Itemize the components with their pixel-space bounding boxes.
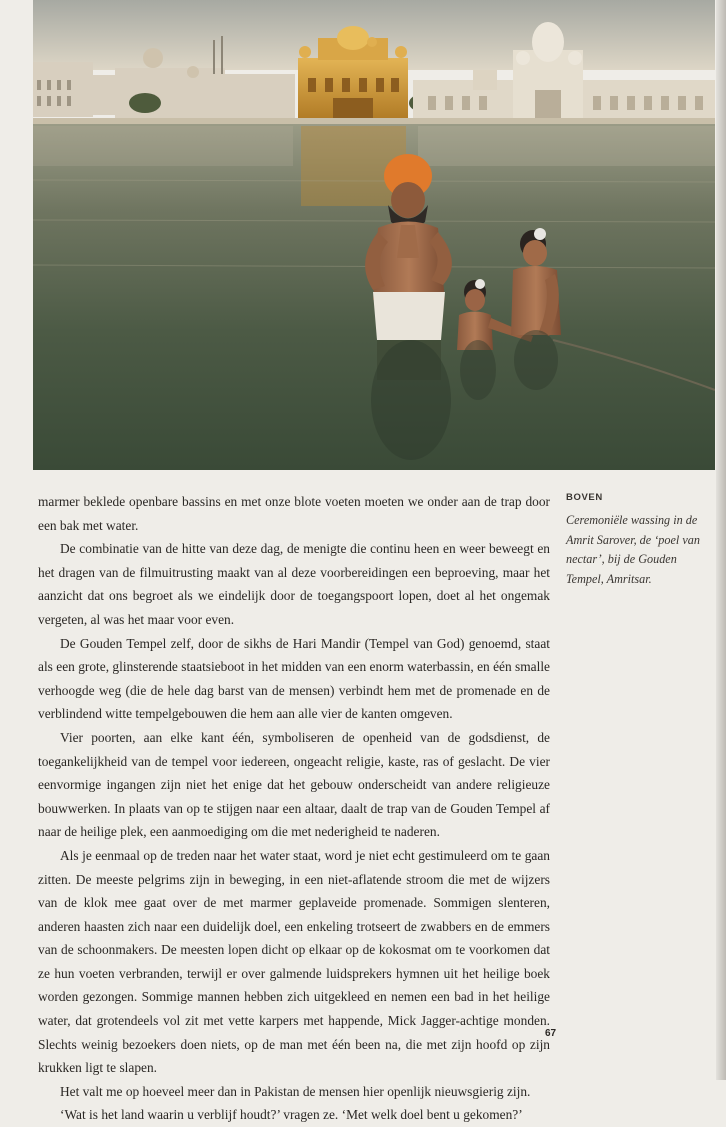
- photo-golden-temple: [33, 0, 715, 470]
- article-body: [38, 490, 550, 1127]
- paragraph: Als je eenmaal op de treden naar het water staat, word je niet echt gestimuleerd om te gaan zitten. De meeste pelgrims zijn in beweging, in een niet-aflatende stroom die met de wijzers van de klok mee gaat over de met marmer geplaveide promenade. Sommigen slenteren, anderen haasten zich naar een duidelijk doel, een enkeling trotseert de zwabbers en de emmers van de schoonmakers. De meesten lopen dicht op elkaar op de kokosmat om te voorkomen dat ze hun voeten verbranden, terwijl er over galmende luidsprekers hymnen uit het heilige boek worden gezongen. Sommige mannen hebben zich uitgekleed en nemen een bad in het heilige water, dat grotendeels vol zit met vette karpers met happende, Mick Jagger-achtige monden. Slechts weinig bezoekers doen niets, op de man met één been na, die met zijn hoofd op zijn krukken ligt te slapen.: [38, 847, 550, 1076]
- paragraph: Het valt me op hoeveel meer dan in Pakistan de mensen hier openlijk nieuwsgierig zijn.: [60, 1083, 531, 1099]
- page-number: 67: [545, 1028, 557, 1039]
- paragraph: De combinatie van de hitte van deze dag, de menigte die continu heen en weer beweegt en het dragen van de filmuitrusting maakt van al deze voorbereidingen een beproeving, maar het aanzicht dat ons begroet als we eindelijk door de toegangspoort lopen, doet al het ongemak vergeten, al was het maar voor even.: [38, 541, 550, 627]
- paragraph: De Gouden Tempel zelf, door de sikhs de Hari Mandir (Tempel van God) genoemd, staat als een grote, glinsterende staatsieboot in het midden van een enorm waterbassin, en één smalle verhoogde weg (die de hele dag barst van de mensen) verbindt hem met de promenade en de verblindend witte tempelgebouwen die hem aan alle vier de kanten omgeven.: [38, 635, 550, 722]
- paragraph: Vier poorten, aan elke kant één, symboliseren de openheid van de godsdienst, de toegankelijkheid van de tempel voor iedereen, ongeacht religie, kaste, ras of geslacht. De vier eenvormige ingangen zijn niet het enige dat het gebouw onderscheidt van andere religieuze bouwwerken. In plaats van op te stijgen naar een altaar, daalt de trap van de Gouden Tempel af naar de heilige plek, een aanmoediging om die met nederigheid te naderen.: [38, 729, 550, 840]
- caption-heading: BOVEN: [566, 492, 603, 503]
- photo-caption: [566, 492, 706, 589]
- paragraph: marmer beklede openbare bassins en met onze blote voeten moeten we onder aan de trap door een bak met water.: [38, 494, 550, 533]
- page-edge-shadow: [716, 0, 726, 1080]
- paragraph: ‘Wat is het land waarin u verblijf houdt?’ vragen ze. ‘Met welk doel bent u gekomen?’: [60, 1107, 523, 1123]
- caption-text: Ceremoniële wassing in de Amrit Sarover, de ‘poel van nectar’, bij de Gouden Tempel, Amritsar.: [566, 513, 700, 586]
